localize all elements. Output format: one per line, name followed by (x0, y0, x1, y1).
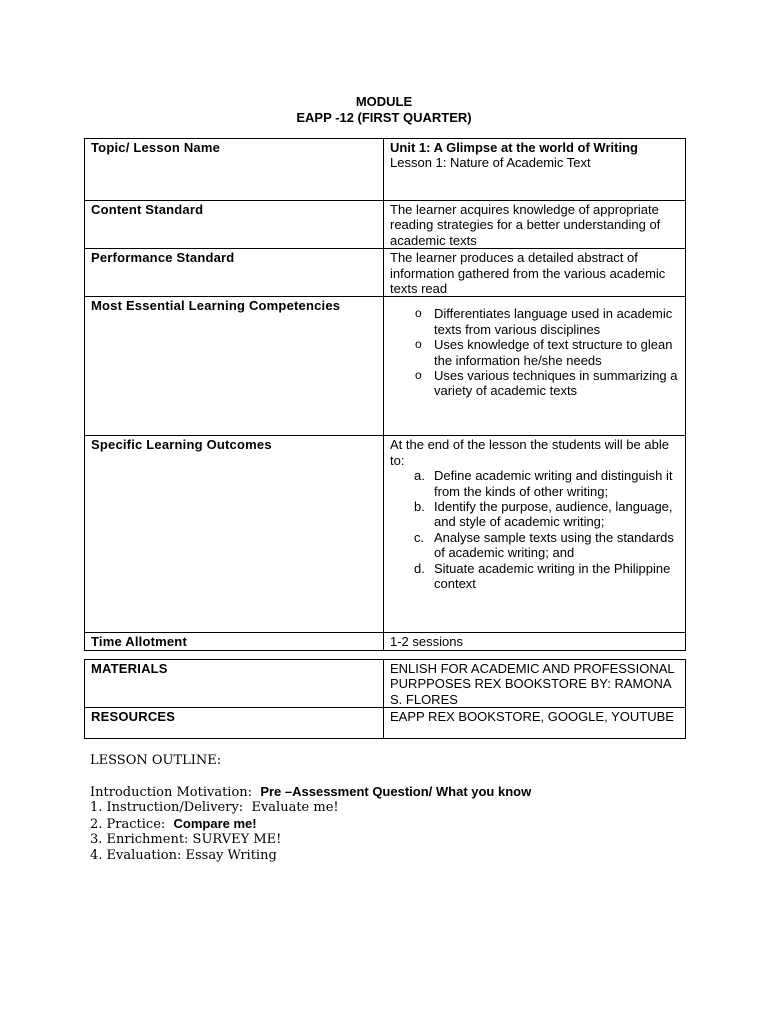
topic-value-cell (384, 139, 686, 201)
outcomes-intro: At the end of the lesson the students will be able to: (390, 437, 669, 468)
list-item: o Uses knowledge of text structure to glean the information he/she needs (390, 337, 679, 368)
topic-label: Topic/ Lesson Name (85, 139, 384, 201)
competencies-list (390, 306, 679, 398)
list-item-text: Identify the purpose, audience, language, and style of academic writing; (434, 499, 673, 530)
outline-intro-value: Pre –Assessment Question/ What you know (260, 784, 532, 799)
outline-item-2 (90, 816, 690, 833)
table-row-resources (85, 708, 686, 739)
table-row-time (85, 633, 686, 650)
outline-intro (90, 784, 690, 801)
competencies-label: Most Essential Learning Competencies (85, 297, 384, 436)
competencies-value-cell (384, 297, 686, 436)
outcomes-label: Specific Learning Outcomes (85, 436, 384, 633)
list-item (390, 499, 679, 530)
outline-item-2-label: 2. Practice: (90, 817, 166, 832)
lesson-title: Lesson 1: Nature of Academic Text (390, 155, 591, 171)
outline-item-1-label: 1. Instruction/Delivery: (90, 800, 244, 815)
content-standard-label: Content Standard (85, 201, 384, 249)
module-subtitle: EAPP -12 (FIRST QUARTER) (296, 110, 472, 125)
table-row-performance-standard (85, 249, 686, 297)
outline-item-1 (90, 800, 690, 816)
unit-title: Unit 1: A Glimpse at the world of Writing (390, 140, 638, 155)
list-marker: a. (414, 468, 425, 484)
list-marker: c. (414, 529, 425, 545)
performance-standard-label: Performance Standard (85, 249, 384, 297)
list-item (390, 530, 679, 561)
resources-label: RESOURCES (85, 708, 384, 739)
time-allotment-value: 1-2 sessions (384, 633, 686, 650)
outline-item-3: 3. Enrichment: SURVEY ME! (90, 832, 282, 847)
materials-value: ENLISH FOR ACADEMIC AND PROFESSIONAL PURPPOSES REX BOOKSTORE BY: RAMONA S. FLORES (384, 660, 686, 708)
list-marker: d. (414, 560, 425, 576)
materials-table (84, 659, 686, 739)
outline-item-1-value: Evaluate me! (251, 800, 339, 815)
list-item (390, 561, 679, 592)
materials-label: MATERIALS (85, 660, 384, 708)
outcomes-value-cell (384, 436, 686, 633)
list-item: o Differentiates language used in academic texts from various disciplines (390, 306, 679, 337)
lesson-outline-heading: LESSON OUTLINE: (90, 753, 222, 768)
resources-value: EAPP REX BOOKSTORE, GOOGLE, YOUTUBE (384, 708, 686, 739)
module-title: MODULE (355, 94, 413, 109)
table-row-outcomes (85, 436, 686, 633)
outline-item-2-value: Compare me! (173, 816, 257, 831)
list-item (390, 468, 679, 499)
outline-intro-label: Introduction Motivation: (90, 785, 253, 800)
list-item-text: Define academic writing and distinguish it from the kinds of other writing; (434, 468, 673, 499)
list-item-text: Situate academic writing in the Philippine context (434, 560, 671, 592)
table-row-content-standard (85, 201, 686, 249)
content-standard-value: The learner acquires knowledge of appropriate reading strategies for a better understanding of academic texts (384, 201, 686, 249)
outline-item-4: 4. Evaluation: Essay Writing (90, 848, 277, 863)
table-row-topic (85, 139, 686, 201)
time-allotment-label: Time Allotment (85, 633, 384, 650)
list-item-text: Analyse sample texts using the standards of academic writing; and (434, 529, 674, 561)
list-marker: b. (414, 499, 425, 515)
performance-standard-value: The learner produces a detailed abstract of information gathered from the various academic texts read (384, 249, 686, 297)
lesson-info-table (84, 138, 686, 651)
table-row-materials (85, 660, 686, 708)
table-row-competencies (85, 297, 686, 436)
outcomes-list (390, 468, 679, 591)
list-item: o Uses various techniques in summarizing a variety of academic texts (390, 368, 679, 399)
